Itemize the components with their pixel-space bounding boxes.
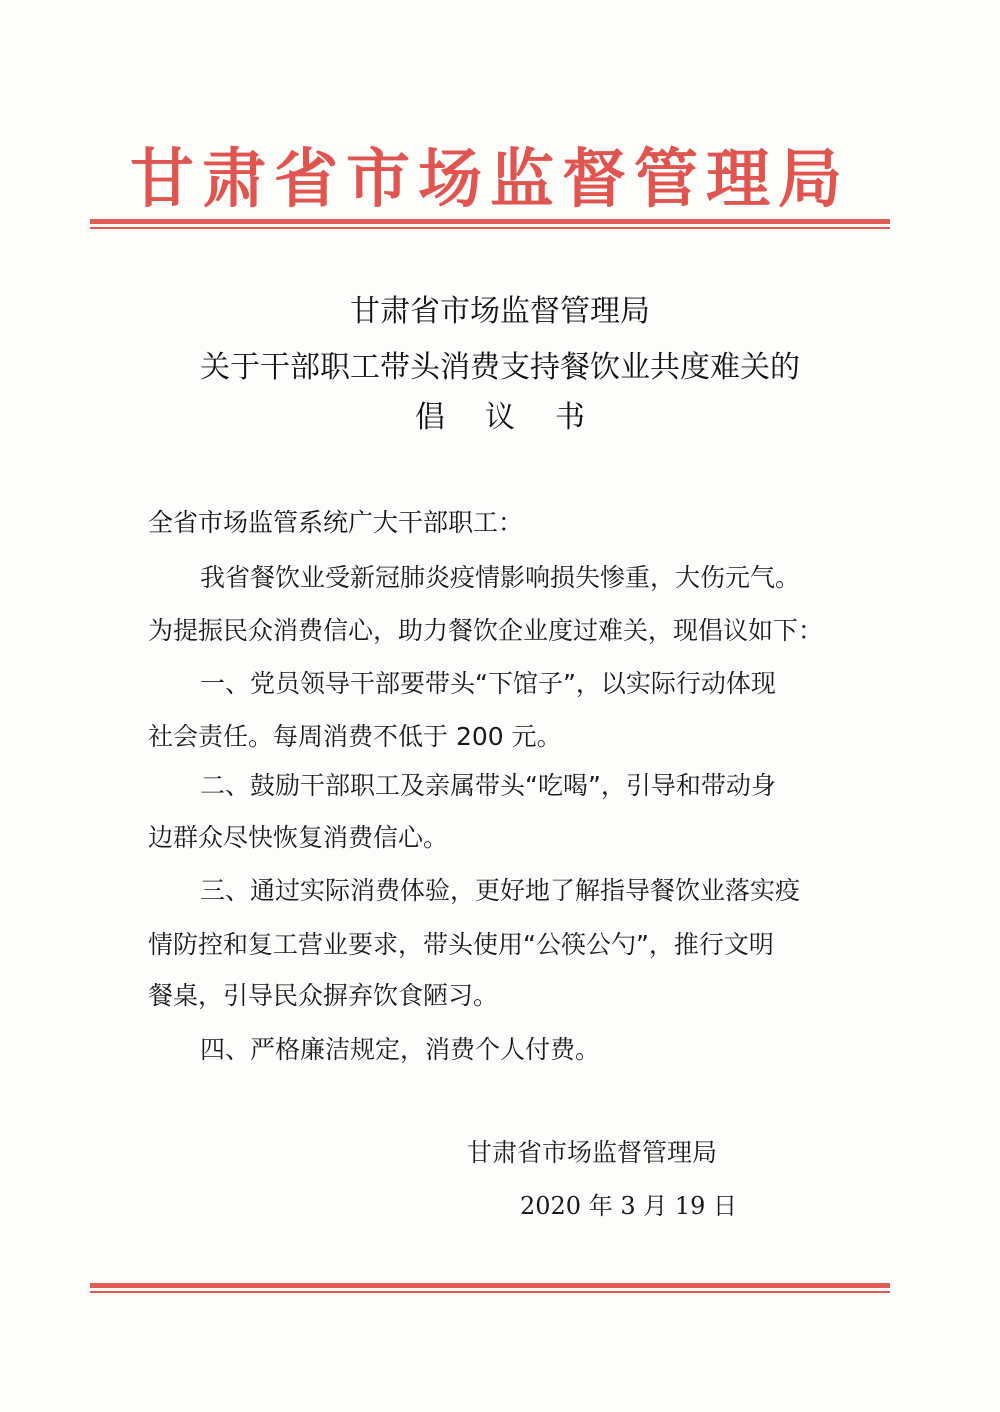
document-title-line-1: 甘肃省市场监督管理局 <box>350 294 650 329</box>
item-2-line-2: 边群众尽快恢复消费信心。 <box>148 823 449 852</box>
item-4-line-1: 四、严格廉洁规定，消费个人付费。 <box>200 1035 601 1064</box>
rule-thin-line <box>90 227 890 229</box>
footer-rule <box>90 1283 890 1293</box>
item-1-line-2: 社会责任。每周消费不低于 200 元。 <box>148 722 562 751</box>
salutation: 全省市场监管系统广大干部职工： <box>148 508 524 537</box>
item-3-line-3: 餐桌，引导民众摒弃饮食陋习。 <box>148 981 499 1010</box>
letterhead-rule <box>90 219 890 229</box>
letterhead-title: 甘肃省市场监督管理局 <box>130 143 850 217</box>
paragraph-1-line-2: 为提振民众消费信心，助力餐饮企业度过难关，现倡议如下： <box>148 616 824 645</box>
rule-thin-line <box>90 1291 890 1293</box>
signature-organization: 甘肃省市场监督管理局 <box>467 1138 718 1167</box>
item-3-line-1: 三、通过实际消费体验，更好地了解指导餐饮业落实疫 <box>200 876 801 905</box>
rule-thick-line <box>90 219 890 224</box>
item-2-line-1: 二、鼓励干部职工及亲属带头“吃喝”，引导和带动身 <box>200 771 776 800</box>
document-title-line-2: 关于干部职工带头消费支持餐饮业共度难关的 <box>200 350 800 385</box>
document-title-line-3: 倡议书 <box>415 400 625 435</box>
signature-date: 2020 年 3 月 19 日 <box>520 1192 738 1220</box>
paragraph-1-line-1: 我省餐饮业受新冠肺炎疫情影响损失惨重，大伤元气。 <box>200 563 801 592</box>
item-1-line-1: 一、党员领导干部要带头“下馆子”，以实际行动体现 <box>200 669 776 698</box>
item-3-line-2: 情防控和复工营业要求，带头使用“公筷公勺”，推行文明 <box>148 930 774 959</box>
rule-thick-line <box>90 1283 890 1288</box>
